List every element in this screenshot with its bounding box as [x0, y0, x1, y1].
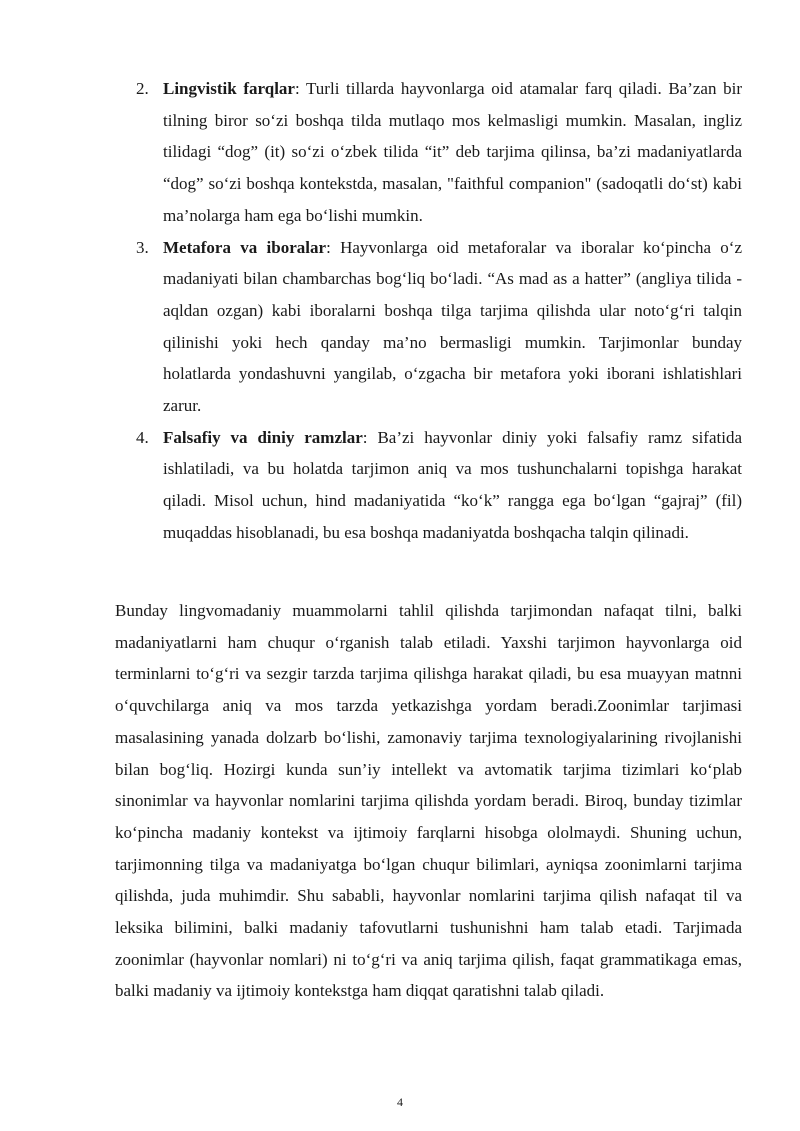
- list-item-number: 4.: [136, 427, 149, 447]
- list-item-term: Lingvistik farqlar: [163, 79, 295, 98]
- list-item-text: : Hayvonlarga oid metaforalar va iboralar ko‘pincha o‘z madaniyati bilan chambarchas bog‘liq bo‘ladi. “As mad as a hatter” (angliya tilida - aqldan ozgan) kabi iboralarni boshqa tilga tarjima qilishda ular noto‘g‘ri talqin qilinishi yoki hech qanday ma’no bermasligi mumkin. Tarjimonlar bunday holatlarda yondashuvni yangilab, o‘zgacha bir metafora yoki iborani ishlatishlari zarur.: [163, 237, 743, 416]
- list-item-term: Falsafiy va diniy ramzlar: [163, 427, 363, 447]
- page-number: 4: [397, 1095, 403, 1109]
- list-item-text: : Ba’zi hayvonlar diniy yoki falsafiy ramz sifatida ishlatiladi, va bu holatda tarjimon aniq va mos tushunchalarni topishga harakat qiladi. Misol uchun, hind madaniyatida “ko‘k” rangga ega bo‘lgan “gajraj” (fil) muqaddas hisoblanadi, bu esa boshqa madaniyatda boshqacha talqin qilinadi.: [163, 427, 743, 542]
- numbered-list: [115, 73, 742, 549]
- list-item-number: 2.: [136, 79, 149, 98]
- list-item-number: 3.: [136, 237, 149, 257]
- list-item: [115, 73, 742, 232]
- list-item-text: : Turli tillarda hayvonlarga oid atamalar farq qiladi. Ba’zan bir tilning biror so‘zi boshqa tilda mutlaqo mos kelmasligi mumkin. Masalan, ingliz tilidagi “dog” (it) so‘zi o‘zbek tilida “it” deb tarjima qilinsa, ba’zi madaniyatlarda “dog” so‘zi boshqa kontekstda, masalan, "faithful companion" (sadoqatli do‘st) kabi ma’nolarga ham ega bo‘lishi mumkin.: [163, 79, 742, 225]
- list-item-term: Metafora va iboralar: [163, 237, 327, 257]
- list-item: [115, 232, 742, 422]
- list-item: [115, 422, 742, 549]
- body-paragraph: Bunday lingvomadaniy muammolarni tahlil qilishda tarjimondan nafaqat tilni, balki madaniyatlarni ham chuqur o‘rganish talab etiladi. Yaxshi tarjimon hayvonlarga oid terminlarni to‘g‘ri va sezgir tarzda tarjima qilishga harakat qiladi, bu esa muayyan matnni o‘quvchilarga aniq va mos tarzda yetkazishga yordam beradi.Zoonimlar tarjimasi masalasining yanada dolzarb bo‘lishi, zamonaviy tarjima texnologiyalarining rivojlanishi bilan bog‘liq. Hozirgi kunda sun’iy intellekt va avtomatik tarjima tizimlari ko‘plab sinonimlar va hayvonlar nomlarini tarjima qilishda yordam beradi. Biroq, bunday tizimlar ko‘pincha madaniy kontekst va ijtimoiy farqlarni hisobga ololmaydi. Shuning uchun, tarjimonning tilga va madaniyatga bo‘lgan chuqur bilimlari, ayniqsa zoonimlarni tarjima qilishda, juda muhimdir. Shu sababli, hayvonlar nomlarini tarjima qilish nafaqat til va leksika bilimini, balki madaniy tafovutlarni tushunishni ham talab etadi. Tarjimada zoonimlar (hayvonlar nomlari) ni to‘g‘ri va aniq tarjima qilish, faqat grammatikaga emas, balki madaniy va ijtimoiy kontekstga ham diqqat qaratishni talab qiladi.: [115, 601, 742, 1001]
